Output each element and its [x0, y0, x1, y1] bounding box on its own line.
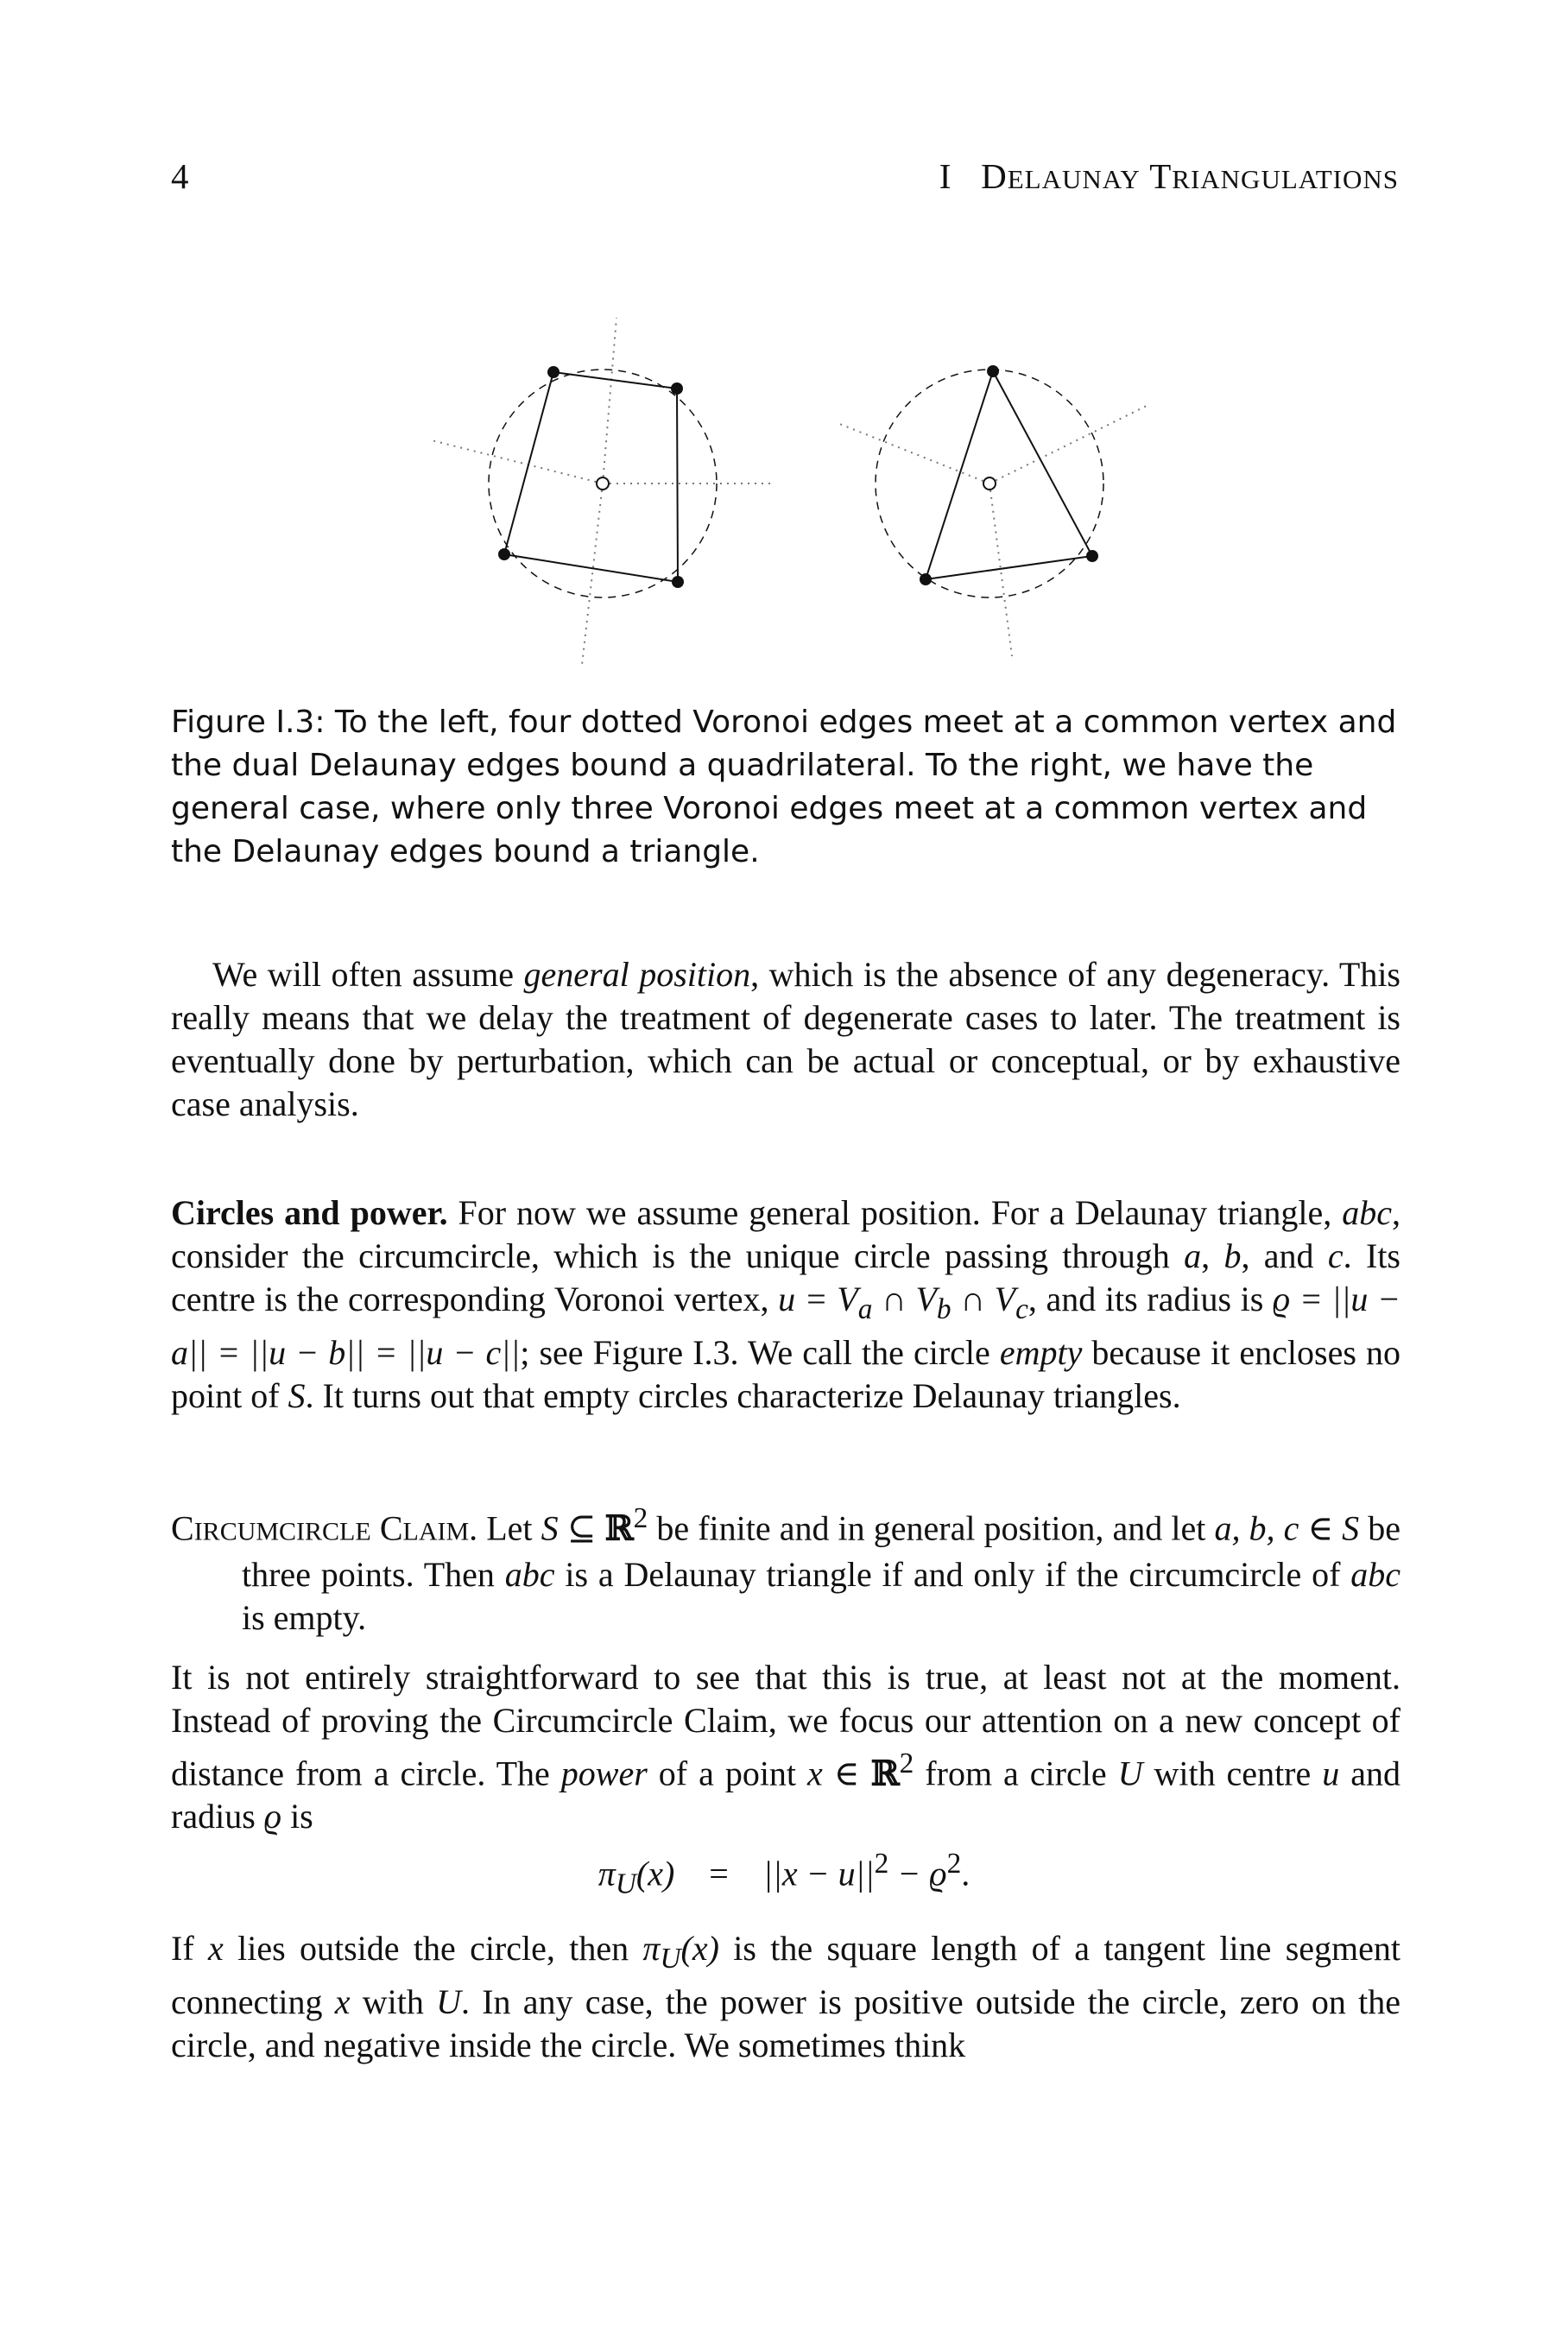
chapter-number: I: [939, 156, 952, 196]
left-voronoi-vertex: [597, 477, 609, 490]
left-diagram: [432, 318, 770, 665]
right-points: [920, 365, 1098, 585]
left-delaunay-quadrilateral: [504, 372, 678, 582]
right-diagram: [838, 365, 1150, 656]
right-delaunay-triangle: [926, 371, 1092, 579]
right-voronoi-edges: [838, 404, 1150, 656]
figure-voronoi-delaunay: [397, 311, 1174, 682]
paragraph-power-sign: If x lies outside the circle, then $\pi_U(x)$ is the square length of a tangent line segment connecting x with U. In any case, the power is positive outside the circle, zero on the circle, and negative inside the circle. We sometimes think: [171, 1929, 1401, 2064]
circumcircle-claim: CIRCUMCIRCLE CLAIM. Let S ⊆ ℝ$^2$ be finite and in general position, and let a, b, c ∈ S be three points. Then abc is a Delaunay triangle if and only if the circumcircle of abc is empty.: [171, 1502, 1401, 1638]
caption-label: Figure I.3:: [171, 705, 326, 740]
figure-caption: [171, 701, 1400, 874]
header-title-riangulations: RIANGULATIONS: [1172, 164, 1399, 194]
header-title-d: D: [981, 156, 1008, 196]
section-heading: Circles and power.: [171, 1193, 448, 1232]
caption-text: To the left, four dotted Voronoi edges meet at a common vertex and the dual Delaunay edges bound a quadrilateral. To the right, we have the general case, where only three Voronoi edges meet at a common vertex and the Delaunay edges bound a triangle.: [171, 705, 1397, 869]
paragraph-circles-and-power: Circles and power. For now we assume general position. For a Delaunay triangle, abc, consider the circumcircle, which is the unique circle passing through a, b, and c. Its centre is the corresponding Voronoi vertex, $u = V_a$ ∩ $V_b$ ∩ $V_c$, and its radius is ϱ = ||u − a|| = ||u − b|| = ||u − c||; see Figure I.3. We call the circle empty because it encloses no point of S. It turns out that empty circles characterize Delaunay triangles.: [171, 1193, 1401, 1415]
header-title-t: T: [1149, 156, 1173, 196]
paragraph-general-position: We will often assume general position, which is the absence of any degeneracy. This really means that we delay the treatment of degenerate cases to later. The treatment is eventually done by perturbation, which can be actual or conceptual, or by exhaustive case analysis.: [171, 955, 1400, 1123]
page-number: 4: [171, 156, 189, 196]
header-title-elaunay: ELAUNAY: [1007, 164, 1141, 194]
running-header: [939, 155, 1399, 197]
power-equation: $\pi_U(x)$ = $||x - u||^2 - ϱ^2$.: [597, 1848, 971, 1900]
right-voronoi-vertex: [983, 477, 996, 490]
paragraph-power-definition: It is not entirely straightforward to see that this is true, at least not at the moment. Instead of proving the Circumcircle Claim, we focus our attention on a new concept of distance from a circle. The power of a point x ∈ ℝ$^2$ from a circle U with centre u and radius ϱ is: [171, 1658, 1400, 1836]
left-voronoi-edges: [432, 318, 770, 665]
left-points: [498, 366, 684, 588]
